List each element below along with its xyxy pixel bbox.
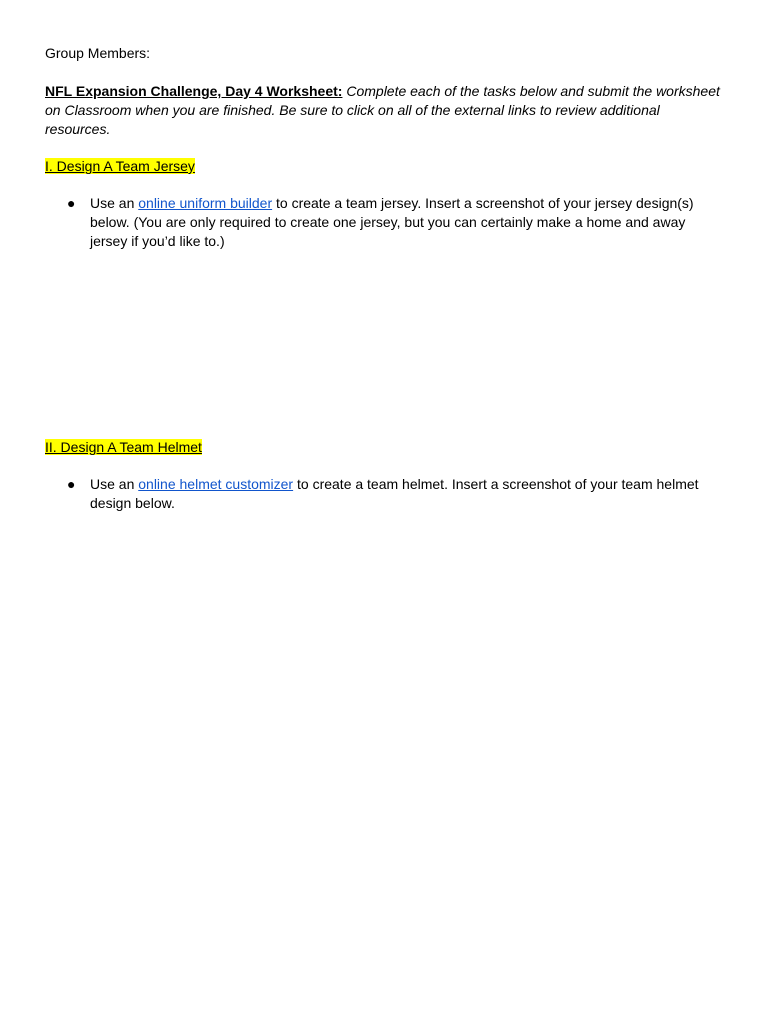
worksheet-page bbox=[45, 44, 725, 511]
bullet-prefix: Use an bbox=[90, 476, 139, 492]
intro-paragraph bbox=[45, 82, 725, 139]
bullet-icon: ● bbox=[67, 476, 76, 492]
helmet-task-list bbox=[45, 475, 725, 513]
list-item bbox=[45, 194, 725, 251]
bullet-suffix: to create a team helmet. Insert a screenshot of your team helmet design below. bbox=[90, 476, 699, 511]
worksheet-title: NFL Expansion Challenge, Day 4 Worksheet: bbox=[45, 83, 343, 99]
jersey-task-list bbox=[45, 194, 725, 251]
group-members-label: Group Members: bbox=[45, 45, 151, 61]
section-heading-jersey bbox=[45, 157, 195, 176]
bullet-suffix: to create a team jersey. Insert a screenshot of your jersey design(s) below. (You are only required to create one jersey, but you can certainly make a home and away jersey if you’d like to.) bbox=[90, 195, 694, 249]
bullet-icon: ● bbox=[67, 195, 76, 211]
list-item bbox=[45, 475, 725, 513]
section-heading-jersey-text: I. Design A Team Jersey bbox=[45, 158, 195, 174]
uniform-builder-link[interactable]: online uniform builder bbox=[138, 195, 273, 211]
worksheet-instructions: Complete each of the tasks below and submit the worksheet on Classroom when you are finished. Be sure to click on all of the external links to review additional resources. bbox=[45, 83, 720, 137]
bullet-prefix: Use an bbox=[90, 195, 139, 211]
section-heading-helmet bbox=[45, 438, 202, 457]
helmet-customizer-link[interactable]: online helmet customizer bbox=[138, 476, 294, 492]
section-heading-helmet-text: II. Design A Team Helmet bbox=[45, 439, 202, 455]
